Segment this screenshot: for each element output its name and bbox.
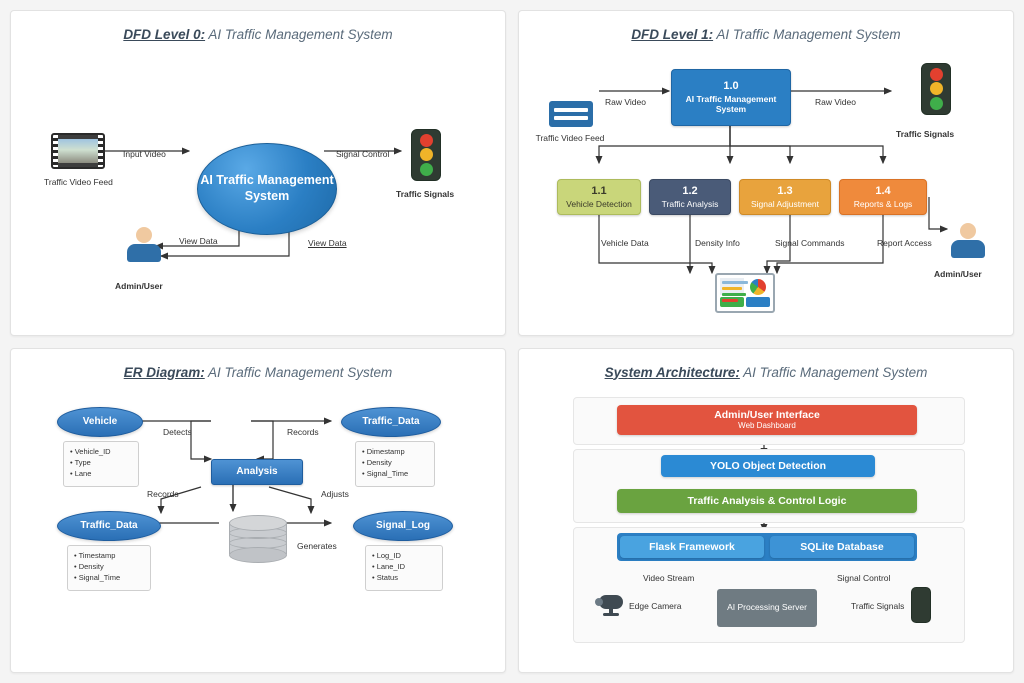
icon-edge-camera: [595, 593, 629, 615]
dfd0-canvas: [11, 11, 505, 335]
process-1-0-number: 1.0: [723, 80, 739, 92]
relation-detects: Detects: [163, 426, 192, 437]
entity-traffic-data-bottom: Traffic_Data: [57, 511, 161, 541]
icon-database-cylinder: [229, 515, 285, 561]
dfd1-canvas: [519, 11, 1013, 335]
attr-td-signal-time: • Signal_Time: [362, 468, 428, 479]
panel-title-dfd1-sub: AI Traffic Management System: [713, 27, 901, 42]
relation-generates: Generates: [297, 540, 337, 551]
panel-dfd-level-0: [10, 10, 506, 336]
flow-density-info: Density Info: [695, 238, 740, 248]
attr-status: • Status: [372, 572, 436, 583]
panel-title-dfd0-bold: DFD Level 0:: [123, 27, 206, 42]
label-traffic-signals-arch: Traffic Signals: [851, 600, 905, 611]
attr-vehicle-lane: • Lane: [70, 468, 132, 479]
flow-input-video: Input Video: [123, 149, 166, 159]
label-admin-user-l1: Admin/User: [934, 269, 982, 279]
attr-td2-density: • Density: [74, 561, 144, 572]
panel-title-dfd0-sub: AI Traffic Management System: [205, 27, 393, 42]
label-ai-processing-server: AI Processing Server: [727, 602, 807, 613]
panel-title-arch-bold: System Architecture:: [604, 364, 740, 380]
icon-traffic-signals-l1: [921, 63, 951, 115]
flow-view-data-left: View Data: [179, 236, 218, 246]
flow-vehicle-data: Vehicle Data: [601, 238, 649, 248]
entity-traffic-data-top: Traffic_Data: [341, 407, 441, 437]
attr-lane-id: • Lane_ID: [372, 561, 436, 572]
icon-admin-user-l0: [127, 227, 161, 262]
process-1-2-label: Traffic Analysis: [661, 198, 719, 209]
label-edge-camera: Edge Camera: [629, 600, 682, 611]
panel-title-er-bold: ER Diagram:: [123, 364, 205, 380]
flow-signal-control: Signal Control: [336, 149, 390, 159]
entity-signal-log: Signal_Log: [353, 511, 453, 541]
relation-adjusts: Adjusts: [321, 488, 349, 499]
process-ai-traffic-management-system: AI Traffic Management System: [197, 143, 337, 235]
icon-traffic-video-feed-l1: [549, 101, 593, 127]
bar-framework-database-group: [617, 533, 917, 561]
bar-admin-user-interface-sub: Web Dashboard: [738, 421, 796, 430]
process-1-1-label: Vehicle Detection: [566, 198, 632, 209]
panel-system-architecture: [518, 348, 1014, 674]
bar-traffic-analysis-control-logic: Traffic Analysis & Control Logic: [617, 489, 917, 513]
label-traffic-signals-l0: Traffic Signals: [396, 189, 455, 199]
panel-dfd-level-1: [518, 10, 1014, 336]
label-traffic-signals-l1: Traffic Signals: [896, 129, 955, 139]
label-admin-user-l0: Admin/User: [115, 281, 163, 291]
panel-title-dfd1-bold: DFD Level 1:: [631, 27, 714, 42]
attr-td-dimestamp: • Dimestamp: [362, 446, 428, 457]
attr-vehicle-type: • Type: [70, 457, 132, 468]
attrs-traffic-data-bottom: [67, 545, 151, 591]
process-1-4-number: 1.4: [875, 184, 891, 197]
flow-raw-video-left: Raw Video: [605, 97, 646, 107]
attrs-signal-log: [365, 545, 443, 591]
label-traffic-video-feed-l1: Traffic Video Feed: [535, 133, 605, 143]
process-1-4-label: Reports & Logs: [853, 198, 913, 209]
process-1-3-label: Signal Adjustment: [750, 198, 820, 209]
arch-canvas: [519, 349, 1013, 673]
process-1-4-reports-logs: [839, 179, 927, 215]
bar-yolo-object-detection: YOLO Object Detection: [661, 455, 875, 477]
process-1-1-vehicle-detection: [557, 179, 641, 215]
icon-admin-user-l1: [951, 223, 985, 258]
icon-traffic-signals-arch: [911, 587, 931, 623]
flow-video-stream: Video Stream: [643, 572, 695, 583]
attr-vehicle-id: • Vehicle_ID: [70, 446, 132, 457]
attr-td2-signal-time: • Signal_Time: [74, 572, 144, 583]
attr-td2-timestamp: • Timestamp: [74, 550, 144, 561]
attr-log-id: • Log_ID: [372, 550, 436, 561]
node-ai-processing-server: [717, 589, 817, 627]
flow-report-access: Report Access: [877, 238, 932, 248]
bar-flask-framework: Flask Framework: [620, 536, 764, 558]
label-traffic-video-feed: Traffic Video Feed: [44, 177, 113, 187]
process-1-3-number: 1.3: [777, 184, 793, 197]
panel-title-arch-sub: AI Traffic Management System: [739, 364, 928, 380]
er-canvas: [11, 349, 505, 673]
process-1-2-traffic-analysis: [649, 179, 731, 215]
bar-admin-user-interface-label: Admin/User Interface: [714, 409, 820, 421]
flow-signal-control-arch: Signal Control: [837, 572, 891, 583]
icon-data-store-dashboard: [715, 273, 775, 313]
bar-sqlite-database: SQLite Database: [770, 536, 914, 558]
icon-traffic-video-feed: [51, 133, 105, 169]
er-connectors: [11, 349, 506, 674]
relation-records-left: Records: [147, 488, 179, 499]
relation-records-top: Records: [287, 426, 319, 437]
process-analysis: Analysis: [211, 459, 303, 485]
attr-td-density: • Density: [362, 457, 428, 468]
process-1-3-signal-adjustment: [739, 179, 831, 215]
flow-view-data-right: View Data: [308, 238, 347, 248]
attrs-vehicle: [63, 441, 139, 487]
icon-traffic-signals-l0: [411, 129, 441, 181]
flow-raw-video-right: Raw Video: [815, 97, 856, 107]
entity-vehicle: Vehicle: [57, 407, 143, 437]
bar-admin-user-interface: [617, 405, 917, 435]
process-1-1-number: 1.1: [591, 184, 607, 197]
panel-title-er-sub: AI Traffic Management System: [204, 364, 393, 380]
flow-signal-commands: Signal Commands: [775, 238, 845, 248]
process-1-2-number: 1.2: [682, 184, 698, 197]
panel-er-diagram: [10, 348, 506, 674]
attrs-traffic-data-top: [355, 441, 435, 487]
process-1-0-ai-traffic-management-system: [671, 69, 791, 126]
process-1-0-label: AI Traffic Management System: [685, 93, 777, 115]
